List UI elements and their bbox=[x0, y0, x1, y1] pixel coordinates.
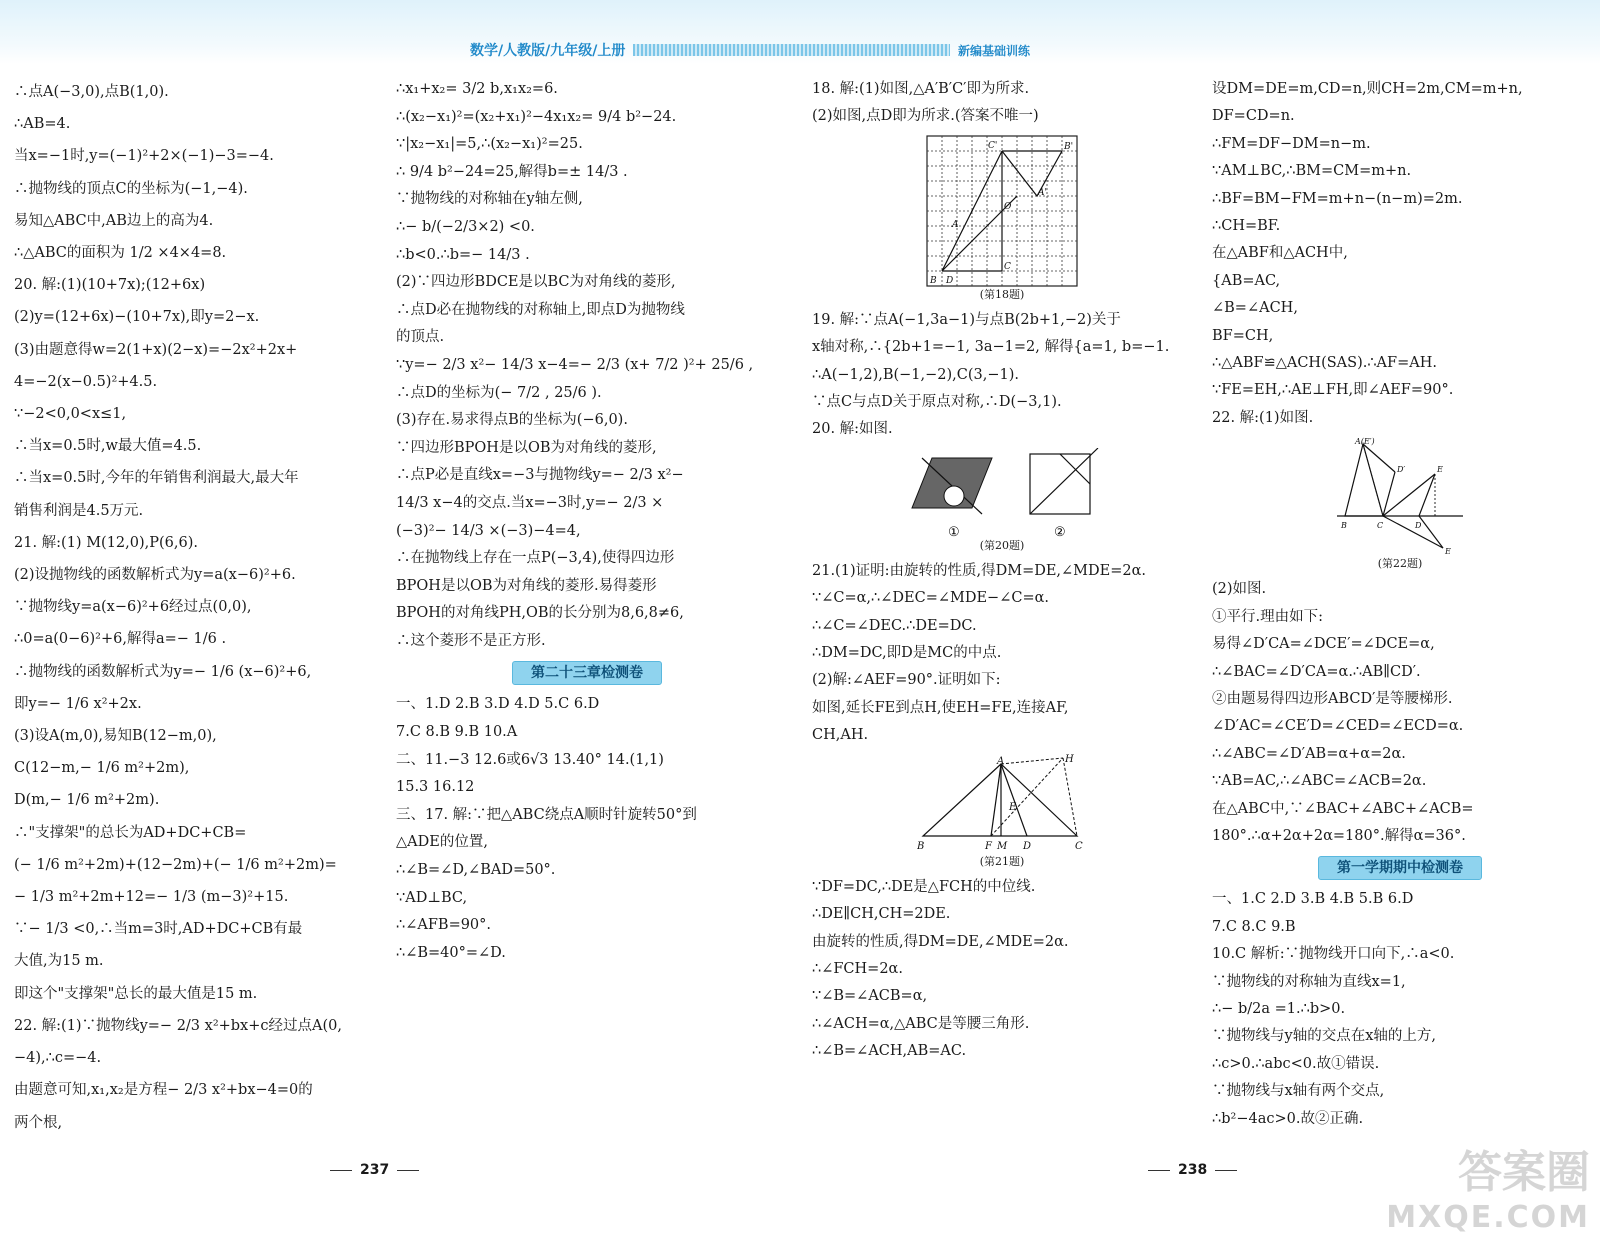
svg-text:M: M bbox=[997, 840, 1008, 852]
figure-18-caption: (第18题) bbox=[979, 287, 1025, 301]
text-line: ∴△ABF≌△ACH(SAS).∴AF=AH. bbox=[1212, 355, 1437, 372]
svg-text:E: E bbox=[1445, 547, 1451, 557]
text-line: ∵DF=DC,∴DE是△FCH的中位线. bbox=[812, 878, 1036, 895]
svg-text:E: E bbox=[1009, 801, 1017, 813]
text-line: ∠D′AC=∠CE′D=∠CED=∠ECD=α. bbox=[1212, 718, 1464, 735]
text-line: ∴"支撑架"的总长为AD+DC+CB= bbox=[14, 824, 247, 841]
text-line: 14/3 x−4的交点.当x=−3时,y=− 2/3 × bbox=[396, 494, 664, 511]
text-line: ∵−2<0,0<x≤1, bbox=[14, 406, 127, 423]
text-line: ∴b²−4ac>0.故②正确. bbox=[1212, 1110, 1364, 1127]
triangle-figure-22 bbox=[1335, 436, 1465, 556]
text-line: 20. 解:如图. bbox=[812, 421, 893, 438]
header-subject: 数学/人教版/九年级/上册 bbox=[470, 43, 626, 59]
text-line: CH,AH. bbox=[812, 727, 869, 744]
text-line: 21.(1)证明:由旋转的性质,得DM=DE,∠MDE=2α. bbox=[812, 562, 1147, 579]
text-line: ①平行.理由如下: bbox=[1212, 608, 1323, 625]
figure-20-label-2: ② bbox=[1054, 524, 1066, 538]
text-line: ∴AB=4. bbox=[14, 116, 71, 133]
text-line: ∴∠BAC=∠D′CA=α.∴AB∥CD′. bbox=[1212, 663, 1421, 680]
figure-21-caption: (第21题) bbox=[979, 854, 1025, 868]
text-line: △ADE的位置, bbox=[396, 834, 488, 851]
text-line: ∴∠B=40°=∠D. bbox=[396, 944, 506, 961]
text-line: DF=CD=n. bbox=[1212, 108, 1295, 125]
svg-text:A: A bbox=[997, 755, 1005, 767]
text-line: ∵抛物线y=a(x−6)²+6经过点(0,0), bbox=[14, 599, 252, 616]
text-line: 21. 解:(1) M(12,0),P(6,6). bbox=[14, 534, 198, 551]
text-line: 两个根, bbox=[14, 1114, 63, 1131]
svg-text:C: C bbox=[1377, 521, 1384, 531]
svg-text:B: B bbox=[917, 840, 925, 852]
text-line: 18. 解:(1)如图,△A′B′C′即为所求. bbox=[812, 81, 1030, 97]
text-line: ∵抛物线的对称轴为直线x=1, bbox=[1212, 973, 1406, 990]
page-number-right: 238 bbox=[1140, 1162, 1245, 1178]
text-line: 即y=− 1/6 x²+2x. bbox=[14, 695, 142, 712]
text-line: (2)∵四边形BDCE是以BC为对角线的菱形, bbox=[396, 274, 676, 291]
text-line: − 1/3 m²+2m+12=− 1/3 (m−3)²+15. bbox=[14, 889, 289, 906]
figure-21 bbox=[812, 754, 1192, 870]
text-line: (2)如图,点D即为所求.(答案不唯一) bbox=[812, 108, 1039, 125]
header-brand: 新编基础训练 bbox=[957, 43, 1030, 58]
text-line: ∴点D的坐标为(− 7/2 , 25/6 ). bbox=[396, 384, 602, 401]
text-line: ∴∠ABC=∠D′AB=α+α=2α. bbox=[1212, 745, 1406, 762]
figure-22-caption: (第22题) bbox=[1377, 557, 1423, 571]
text-line: 15.3 16.12 bbox=[396, 779, 475, 796]
text-line: ∴x₁+x₂= 3/2 b,x₁x₂=6. bbox=[396, 81, 558, 97]
svg-text:F: F bbox=[985, 840, 992, 852]
text-line: ∴A(−1,2),B(−1,−2),C(3,−1). bbox=[812, 366, 1019, 383]
watermark bbox=[1386, 1136, 1590, 1235]
text-line: 的顶点. bbox=[396, 329, 445, 346]
text-line: ∴(x₂−x₁)²=(x₂+x₁)²−4x₁x₂= 9/4 b²−24. bbox=[396, 108, 677, 125]
text-line: ∵|x₂−x₁|=5,∴(x₂−x₁)²=25. bbox=[396, 136, 583, 153]
text-line: ∴c>0.∴abc<0.故①错误. bbox=[1212, 1055, 1380, 1072]
text-line: (− 1/6 m²+2m)+(12−2m)+(− 1/6 m²+2m)= bbox=[14, 856, 337, 873]
svg-text:D′: D′ bbox=[1397, 465, 1406, 475]
text-line: 二、11.−3 12.6或6√3 13.40° 14.(1,1) bbox=[396, 751, 664, 768]
shapes-figure-20 bbox=[902, 448, 1102, 538]
text-line: 10.C 解析:∵抛物线开口向下,∴a<0. bbox=[1212, 946, 1455, 963]
text-line: (3)由题意得w=2(1+x)(2−x)=−2x²+2x+ bbox=[14, 341, 298, 358]
text-line: ∴∠FCH=2α. bbox=[812, 960, 903, 977]
text-line: 易得∠D′CA=∠DCE′=∠DCE=α, bbox=[1212, 636, 1435, 653]
svg-text:C: C bbox=[1004, 261, 1011, 272]
header-bar bbox=[633, 44, 950, 56]
text-line: 在△ABC中,∵∠BAC+∠ABC+∠ACB= bbox=[1212, 800, 1474, 817]
svg-text:C': C' bbox=[988, 140, 998, 151]
svg-text:A: A bbox=[952, 219, 959, 230]
text-line: 三、17. 解:∵把△ABC绕点A顺时针旋转50°到 bbox=[396, 806, 697, 823]
svg-text:B: B bbox=[930, 275, 937, 286]
figure-20-label-1: ① bbox=[948, 524, 960, 538]
column-2 bbox=[396, 76, 778, 967]
text-line: BPOH的对角线PH,OB的长分别为8,6,8≠6, bbox=[396, 605, 684, 622]
text-line: ∴BF=BM−FM=m+n−(n−m)=2m. bbox=[1212, 190, 1463, 207]
text-line: 22. 解:(1)∵抛物线y=− 2/3 x²+bx+c经过点A(0, bbox=[14, 1017, 342, 1034]
text-line: (3)设A(m,0),易知B(12−m,0), bbox=[14, 728, 217, 745]
figure-22 bbox=[1212, 436, 1588, 572]
text-line: ∠B=∠ACH, bbox=[1212, 300, 1298, 317]
text-line: ∴△ABC的面积为 1/2 ×4×4=8. bbox=[14, 245, 227, 262]
page-number-left: 237 bbox=[322, 1162, 427, 1178]
text-line: ∴当x=0.5时,w最大值=4.5. bbox=[14, 438, 202, 455]
text-line: 当x=−1时,y=(−1)²+2×(−1)−3=−4. bbox=[14, 148, 274, 165]
text-line: ∴∠AFB=90°. bbox=[396, 917, 492, 934]
text-line: (2)解:∠AEF=90°.证明如下: bbox=[812, 672, 1001, 689]
text-line: ∴∠ACH=α,△ABC是等腰三角形. bbox=[812, 1015, 1030, 1032]
svg-text:D: D bbox=[946, 275, 954, 286]
text-line: ∵抛物线的对称轴在y轴左侧, bbox=[396, 191, 583, 208]
text-line: ∴CH=BF. bbox=[1212, 218, 1281, 235]
text-line: ∴0=a(0−6)²+6,解得a=− 1/6 . bbox=[14, 631, 227, 648]
text-line: (2)如图. bbox=[1212, 581, 1267, 598]
text-line: ∵四边形BPOH是以OB为对角线的菱形, bbox=[396, 439, 657, 456]
text-line: 180°.∴α+2α+2α=180°.解得α=36°. bbox=[1212, 827, 1466, 844]
text-line: x轴对称,∴{2b+1=−1, 3a−1=2, 解得{a=1, b=−1. bbox=[812, 339, 1170, 356]
text-line: ∵AB=AC,∴∠ABC=∠ACB=2α. bbox=[1212, 773, 1427, 790]
text-line: 即这个"支撑架"总长的最大值是15 m. bbox=[14, 985, 258, 1002]
text-line: 设DM=DE=m,CD=n,则CH=2m,CM=m+n, bbox=[1212, 81, 1523, 97]
text-line: 一、1.C 2.D 3.B 4.B 5.B 6.D bbox=[1212, 891, 1414, 908]
text-line: ∴这个菱形不是正方形. bbox=[396, 632, 546, 649]
text-line: 7.C 8.B 9.B 10.A bbox=[396, 724, 518, 741]
text-line: (2)设抛物线的函数解析式为y=a(x−6)²+6. bbox=[14, 567, 296, 584]
text-line: BF=CH, bbox=[1212, 327, 1274, 344]
text-line: ∴∠B=∠ACH,AB=AC. bbox=[812, 1043, 967, 1060]
text-line: ∵抛物线与y轴的交点在x轴的上方, bbox=[1212, 1028, 1436, 1045]
grid-figure-18 bbox=[926, 135, 1078, 287]
text-line: ∴− b/(−2/3×2) <0. bbox=[396, 218, 535, 235]
text-line: ∴FM=DF−DM=n−m. bbox=[1212, 135, 1371, 152]
text-line: ∴DE∥CH,CH=2DE. bbox=[812, 906, 951, 923]
text-line: ∵∠B=∠ACB=α, bbox=[812, 988, 928, 1005]
svg-text:B': B' bbox=[1064, 141, 1074, 152]
text-line: ∵AD⊥BC, bbox=[396, 889, 468, 906]
text-line: ∵抛物线与x轴有两个交点, bbox=[1212, 1083, 1385, 1100]
text-line: ∴点D必在抛物线的对称轴上,即点D为抛物线 bbox=[396, 301, 685, 318]
svg-text:H: H bbox=[1065, 753, 1074, 765]
text-line: 22. 解:(1)如图. bbox=[1212, 409, 1314, 426]
text-line: ∴抛物线的顶点C的坐标为(−1,−4). bbox=[14, 180, 248, 197]
text-line: 在△ABF和△ACH中, bbox=[1212, 245, 1348, 262]
text-line: −4),∴c=−4. bbox=[14, 1050, 102, 1067]
text-line: 由旋转的性质,得DM=DE,∠MDE=2α. bbox=[812, 933, 1069, 950]
figure-20 bbox=[812, 448, 1192, 554]
text-line: ∴抛物线的函数解析式为y=− 1/6 (x−6)²+6, bbox=[14, 663, 312, 680]
text-line: 如图,延长FE到点H,使EH=FE,连接AF, bbox=[812, 699, 1069, 716]
text-line: 销售利润是4.5万元. bbox=[14, 502, 144, 519]
triangle-figure-21 bbox=[917, 754, 1087, 854]
text-line: ∴DM=DC,即D是MC的中点. bbox=[812, 645, 1002, 662]
text-line: ∵y=− 2/3 x²− 14/3 x−4=− 2/3 (x+ 7/2 )²+ 25/6 , bbox=[396, 356, 754, 373]
svg-text:D: D bbox=[1023, 840, 1032, 852]
text-line: 4=−2(x−0.5)²+4.5. bbox=[14, 373, 158, 390]
text-line: 一、1.D 2.B 3.D 4.D 5.C 6.D bbox=[396, 696, 600, 713]
svg-text:A': A' bbox=[1038, 187, 1047, 198]
text-line: ∴− b/2a =1.∴b>0. bbox=[1212, 1000, 1346, 1017]
text-line: 20. 解:(1)(10+7x);(12+6x) bbox=[14, 277, 206, 294]
column-1 bbox=[14, 76, 380, 1139]
text-line: 易知△ABC中,AB边上的高为4. bbox=[14, 212, 214, 229]
text-line: ∵FE=EH,∴AE⊥FH,即∠AEF=90°. bbox=[1212, 382, 1454, 399]
text-line: (−3)²− 14/3 ×(−3)−4=4, bbox=[396, 522, 581, 539]
text-line: ∴ 9/4 b²−24=25,解得b=± 14/3 . bbox=[396, 163, 628, 180]
svg-text:C: C bbox=[1075, 840, 1083, 852]
text-line: ∵AM⊥BC,∴BM=CM=m+n. bbox=[1212, 163, 1412, 180]
text-line: 19. 解:∵点A(−1,3a−1)与点B(2b+1,−2)关于 bbox=[812, 311, 1121, 328]
text-line: 由题意可知,x₁,x₂是方程− 2/3 x²+bx−4=0的 bbox=[14, 1082, 313, 1099]
svg-text:B: B bbox=[1341, 521, 1347, 531]
text-line: ②由题易得四边形ABCD′是等腰梯形. bbox=[1212, 690, 1453, 707]
page-header bbox=[470, 40, 1030, 60]
text-line: D(m,− 1/6 m²+2m). bbox=[14, 792, 160, 809]
text-line: ∴点P必是直线x=−3与抛物线y=− 2/3 x²− bbox=[396, 467, 684, 484]
text-line: ∴∠C=∠DEC.∴DE=DC. bbox=[812, 617, 977, 634]
text-line: ∴在抛物线上存在一点P(−3,4),使得四边形 bbox=[396, 550, 675, 567]
text-line: ∴b<0.∴b=− 14/3 . bbox=[396, 246, 530, 263]
svg-text:E: E bbox=[1437, 465, 1443, 475]
text-line: {AB=AC, bbox=[1212, 272, 1281, 289]
column-3 bbox=[812, 76, 1192, 1066]
svg-text:D: D bbox=[1415, 521, 1422, 531]
svg-text:O: O bbox=[1004, 201, 1012, 212]
text-line: ∵∠C=α,∴∠DEC=∠MDE−∠C=α. bbox=[812, 590, 1049, 607]
text-line: ∴当x=0.5时,今年的年销售利润最大,最大年 bbox=[14, 470, 299, 487]
text-line: 大值,为15 m. bbox=[14, 953, 104, 970]
figure-20-caption: (第20题) bbox=[979, 538, 1025, 552]
text-line: ∵点C与点D关于原点对称,∴D(−3,1). bbox=[812, 394, 1062, 411]
text-line: ∴点A(−3,0),点B(1,0). bbox=[14, 84, 169, 100]
text-line: (2)y=(12+6x)−(10+7x),即y=2−x. bbox=[14, 309, 260, 326]
text-line: BPOH是以OB为对角线的菱形.易得菱形 bbox=[396, 577, 657, 594]
text-line: C(12−m,− 1/6 m²+2m), bbox=[14, 760, 190, 777]
figure-18 bbox=[812, 135, 1192, 303]
section-banner-chapter23: 第二十三章检测卷 bbox=[396, 661, 778, 685]
section-banner-midterm: 第一学期期中检测卷 bbox=[1212, 856, 1588, 880]
watermark-line-1: 答案圈 bbox=[1458, 1147, 1590, 1198]
svg-text:A(E′): A(E′) bbox=[1355, 437, 1375, 447]
text-line: (3)存在.易求得点B的坐标为(−6,0). bbox=[396, 412, 628, 429]
text-line: ∴∠B=∠D,∠BAD=50°. bbox=[396, 862, 556, 879]
text-line: 7.C 8.C 9.B bbox=[1212, 918, 1296, 935]
column-4 bbox=[1212, 76, 1588, 1133]
watermark-line-2: MXQE.COM bbox=[1386, 1200, 1590, 1235]
text-line: ∵− 1/3 <0,∴当m=3时,AD+DC+CB有最 bbox=[14, 921, 303, 938]
